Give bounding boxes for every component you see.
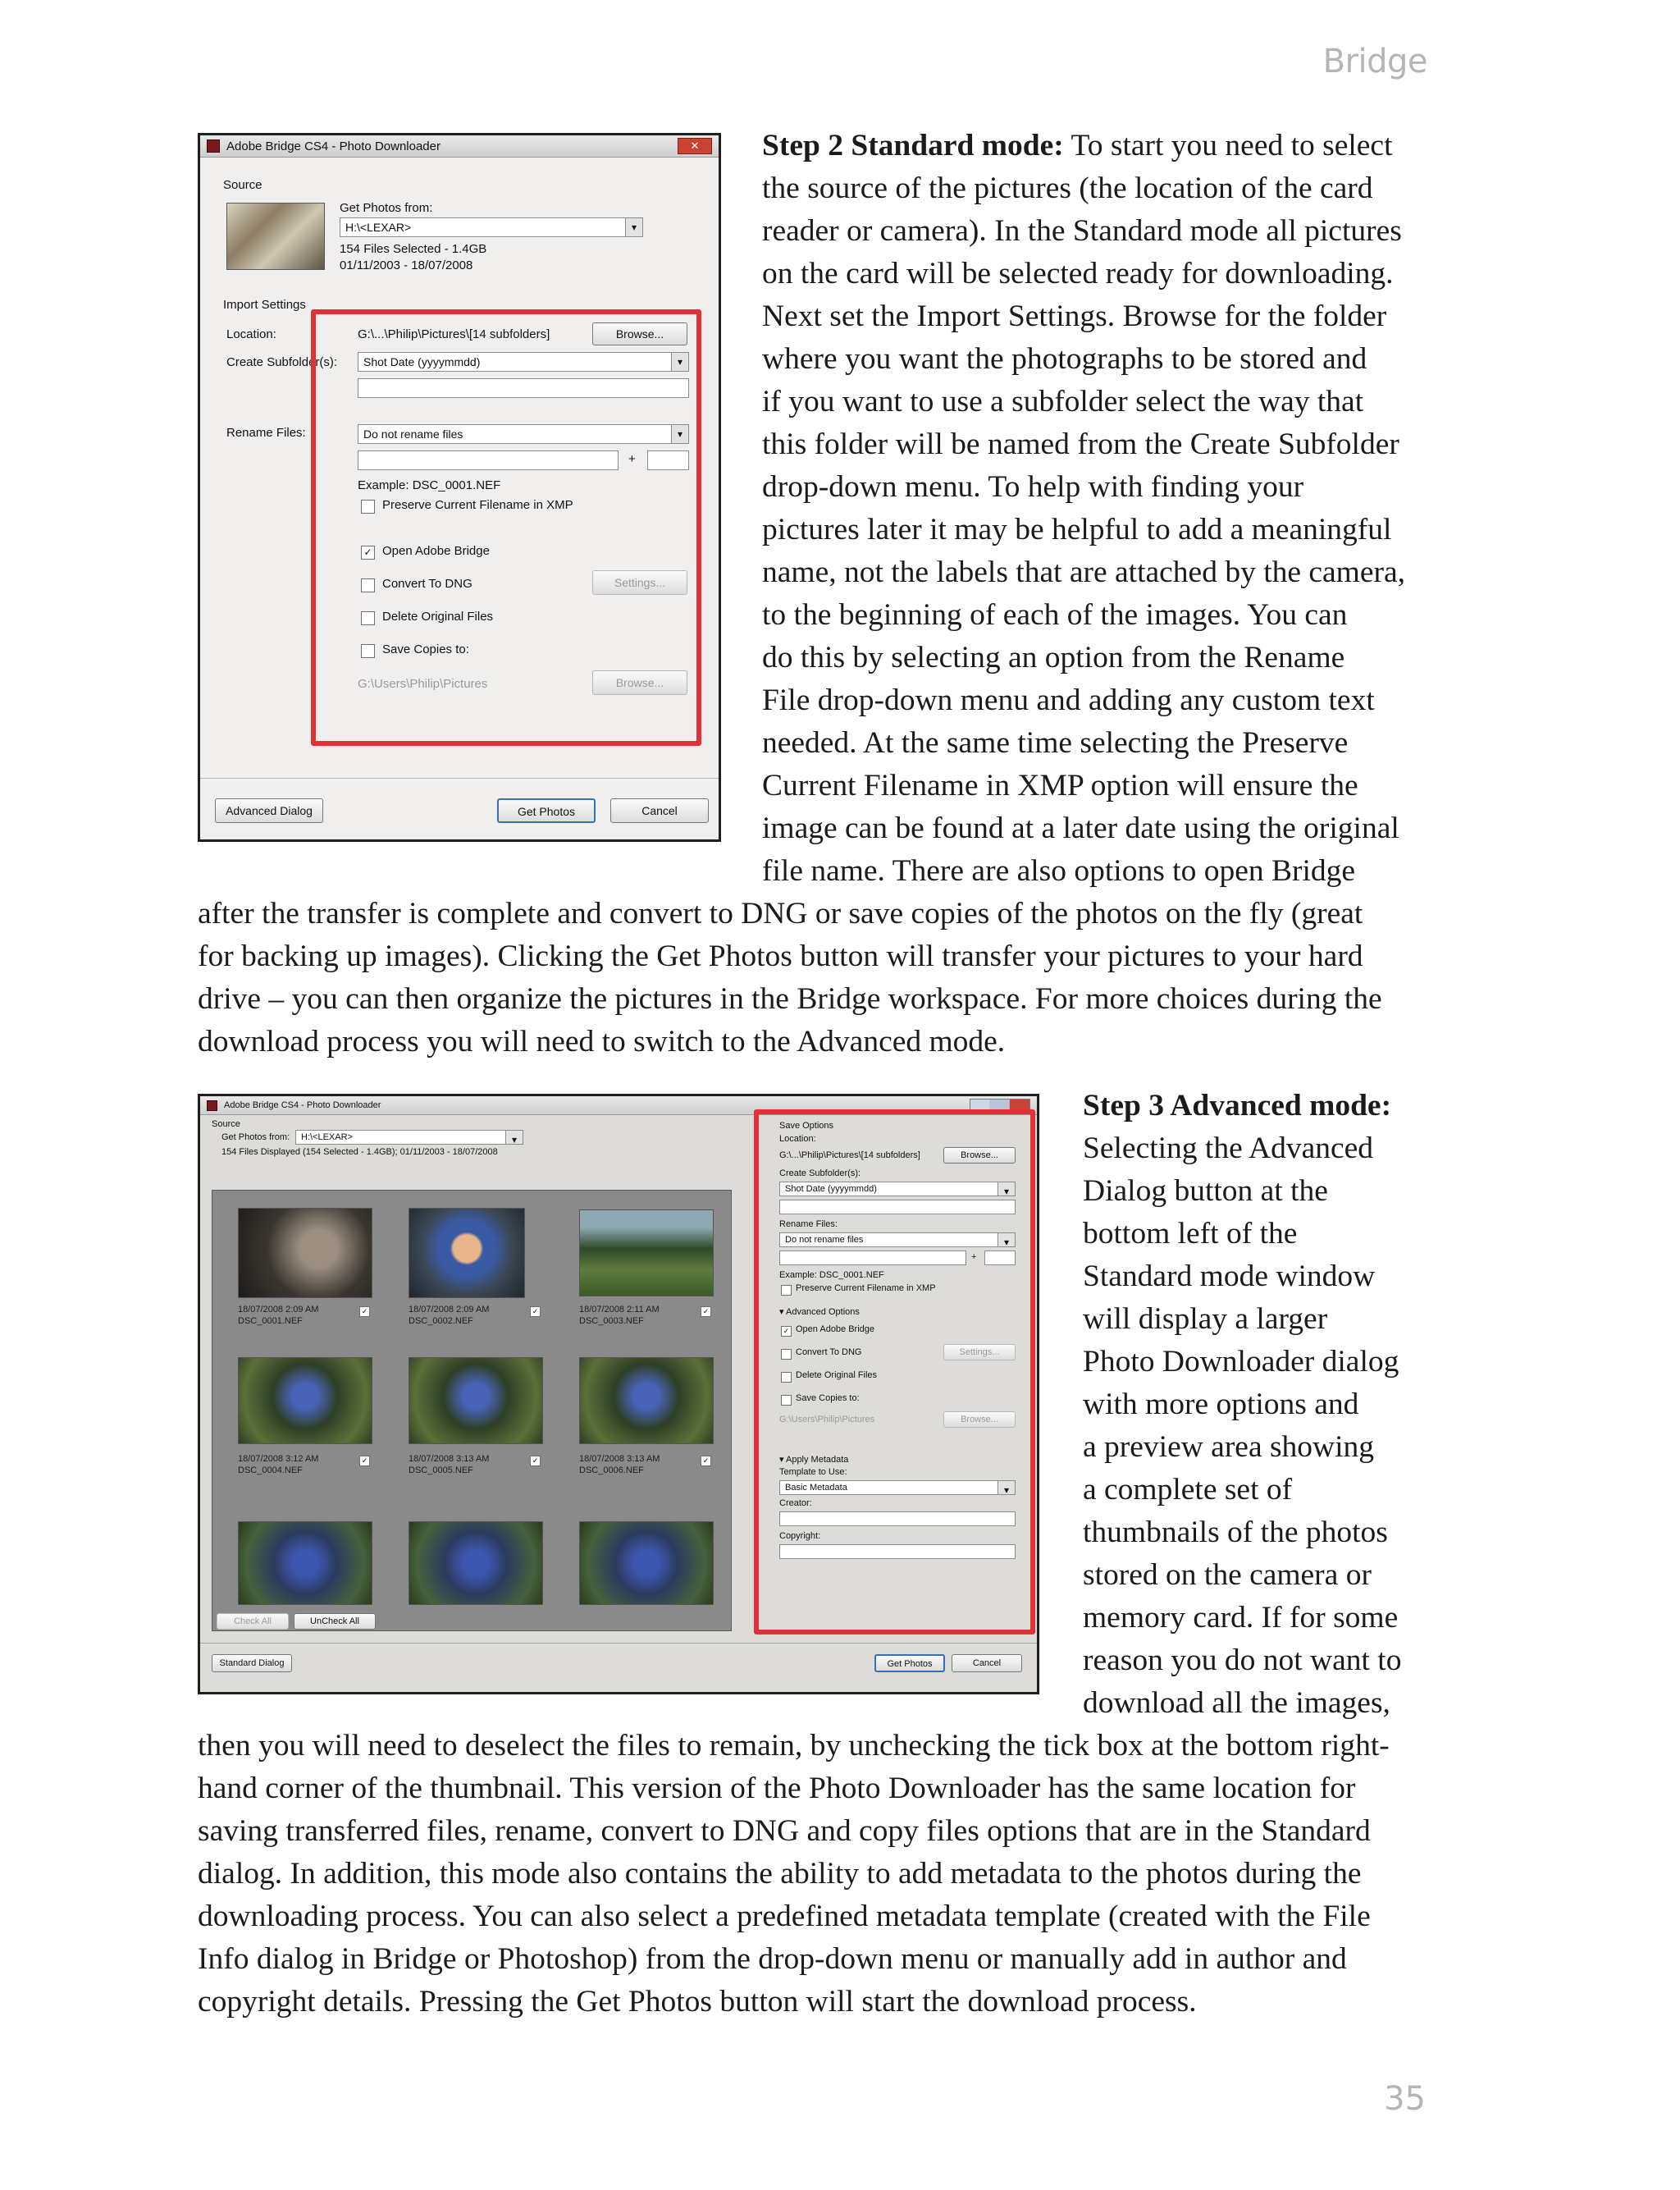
step3-line: downloading process. You can also select a predefined metadata template (created with the File bbox=[198, 1900, 1371, 1933]
step2-line: reader or camera). In the Standard mode all pictures bbox=[762, 214, 1402, 248]
step3-paragraph bbox=[1083, 1085, 1477, 1725]
copies-path: G:\Users\Philip\Pictures bbox=[358, 677, 488, 691]
bridge-app-icon bbox=[207, 139, 220, 153]
step3-line: will display a larger bbox=[1083, 1302, 1328, 1336]
thumbnail-date: 18/07/2008 3:13 AM bbox=[409, 1454, 490, 1464]
copies-path: G:\Users\Philip\Pictures bbox=[779, 1415, 875, 1424]
step2-line: File drop-down menu and adding any custom text bbox=[762, 684, 1375, 717]
copies-browse-button[interactable]: Browse... bbox=[592, 670, 687, 695]
step3-line: reason you do not want to bbox=[1083, 1644, 1402, 1677]
thumbnail-checkbox[interactable]: ✓ bbox=[359, 1456, 370, 1466]
creator-label: Creator: bbox=[779, 1498, 812, 1508]
plus-sign: + bbox=[971, 1252, 977, 1262]
step2-line: do this by selecting an option from the Rename bbox=[762, 641, 1345, 674]
thumbnail-image bbox=[579, 1209, 714, 1296]
files-selected-info: 154 Files Selected - 1.4GB bbox=[340, 242, 487, 256]
close-icon[interactable]: ✕ bbox=[678, 138, 712, 154]
page-number: 35 bbox=[1384, 2080, 1426, 2118]
step3-line: a complete set of bbox=[1083, 1473, 1293, 1506]
step2-paragraph-full-width bbox=[198, 893, 1477, 1063]
dialog-title: Adobe Bridge CS4 - Photo Downloader bbox=[224, 1100, 381, 1110]
open-bridge-label: Open Adobe Bridge bbox=[796, 1324, 875, 1334]
step2-line: for backing up images). Clicking the Get Photos button will transfer your pictures to your hard bbox=[198, 940, 1363, 973]
step3-paragraph-full-width bbox=[198, 1725, 1477, 2023]
rename-example: Example: DSC_0001.NEF bbox=[779, 1270, 884, 1280]
step2-line: name, not the labels that are attached by the camera, bbox=[762, 556, 1406, 589]
step2-line: file name. There are also options to open Bridge bbox=[762, 854, 1356, 888]
step3-line: Standard mode window bbox=[1083, 1260, 1376, 1293]
step2-line: after the transfer is complete and convert to DNG or save copies of the photos on the fly (great bbox=[198, 897, 1363, 930]
thumbnail-filename: DSC_0003.NEF bbox=[579, 1316, 644, 1326]
step3-line: download all the images, bbox=[1083, 1686, 1390, 1720]
browse-button[interactable]: Browse... bbox=[943, 1147, 1016, 1164]
convert-dng-label: Convert To DNG bbox=[796, 1347, 862, 1357]
get-photos-from-label: Get Photos from: bbox=[221, 1132, 290, 1142]
rename-dropdown[interactable]: Do not rename files ▾ bbox=[779, 1232, 1016, 1247]
thumbnail-image bbox=[238, 1357, 372, 1444]
step2-line: pictures later it may be helpful to add a meaningful bbox=[762, 513, 1392, 546]
source-preview-image bbox=[226, 203, 325, 270]
cancel-button[interactable]: Cancel bbox=[952, 1654, 1022, 1672]
dng-settings-button[interactable]: Settings... bbox=[592, 570, 687, 595]
dialog-title-bar bbox=[200, 135, 719, 158]
standard-dialog-button[interactable]: Standard Dialog bbox=[212, 1654, 292, 1672]
location-value: G:\...\Philip\Pictures\[14 subfolders] bbox=[358, 327, 550, 341]
save-copies-label: Save Copies to: bbox=[796, 1393, 860, 1403]
step2-line: image can be found at a later date using the original bbox=[762, 812, 1399, 845]
subfolder-dropdown[interactable]: Shot Date (yyyymmdd) ▾ bbox=[779, 1182, 1016, 1196]
step3-line: dialog. In addition, this mode also contains the ability to add metadata to the photos during the bbox=[198, 1857, 1362, 1891]
step2-line: the source of the pictures (the location of the card bbox=[762, 171, 1373, 205]
advanced-dialog-button[interactable]: Advanced Dialog bbox=[215, 798, 323, 823]
source-dropdown[interactable]: H:\<LEXAR> ▾ bbox=[295, 1130, 523, 1145]
preserve-filename-label: Preserve Current Filename in XMP bbox=[796, 1283, 936, 1293]
step3-title: Step 3 Advanced mode: bbox=[1083, 1089, 1392, 1122]
create-subfolder-label: Create Subfolder(s): bbox=[226, 355, 338, 369]
thumbnail-image bbox=[409, 1208, 525, 1298]
thumbnail-checkbox[interactable]: ✓ bbox=[701, 1456, 711, 1466]
subfolder-dropdown[interactable]: Shot Date (yyyymmdd) ▾ bbox=[358, 352, 689, 372]
step2-line: Next set the Import Settings. Browse for the folder bbox=[762, 299, 1387, 333]
thumbnail-image bbox=[409, 1521, 543, 1605]
thumbnail-filename: DSC_0006.NEF bbox=[579, 1465, 644, 1475]
thumbnail-checkbox[interactable]: ✓ bbox=[530, 1456, 541, 1466]
thumbnail-image bbox=[238, 1521, 372, 1605]
triangle-icon: ▾ bbox=[779, 1455, 784, 1465]
cancel-button[interactable]: Cancel bbox=[610, 798, 709, 823]
thumbnail-checkbox[interactable]: ✓ bbox=[359, 1306, 370, 1317]
step3-line: memory card. If for some bbox=[1083, 1601, 1399, 1634]
rename-example: Example: DSC_0001.NEF bbox=[358, 478, 501, 492]
thumbnail-filename: DSC_0001.NEF bbox=[238, 1316, 303, 1326]
step2-line: Current Filename in XMP option will ensure the bbox=[762, 769, 1358, 802]
save-copies-label: Save Copies to: bbox=[382, 642, 469, 656]
open-bridge-label: Open Adobe Bridge bbox=[382, 544, 490, 558]
step3-line: bottom left of the bbox=[1083, 1217, 1298, 1250]
step2-paragraph bbox=[762, 125, 1468, 893]
dng-settings-button[interactable]: Settings... bbox=[943, 1344, 1016, 1360]
open-bridge-checkbox[interactable]: ✓ bbox=[361, 546, 375, 560]
import-settings-label: Import Settings bbox=[223, 298, 306, 312]
thumbnail-filename: DSC_0004.NEF bbox=[238, 1465, 303, 1475]
step3-line: with more options and bbox=[1083, 1388, 1359, 1421]
thumbnail-image bbox=[409, 1357, 543, 1444]
location-label: Location: bbox=[779, 1134, 816, 1144]
step3-line: Dialog button at the bbox=[1083, 1174, 1328, 1208]
step3-line: stored on the camera or bbox=[1083, 1558, 1372, 1592]
running-header: Bridge bbox=[1322, 43, 1427, 80]
rename-files-label: Rename Files: bbox=[779, 1219, 838, 1229]
plus-sign: + bbox=[628, 452, 636, 466]
advanced-mode-dialog-screenshot bbox=[198, 1094, 1039, 1694]
thumbnail-checkbox[interactable]: ✓ bbox=[530, 1306, 541, 1317]
thumbnail-date: 18/07/2008 3:12 AM bbox=[238, 1454, 319, 1464]
thumbnail-image bbox=[579, 1521, 714, 1605]
triangle-icon: ▾ bbox=[779, 1307, 784, 1317]
thumbnail-image bbox=[238, 1208, 372, 1298]
source-label: Source bbox=[212, 1119, 240, 1129]
date-range-info: 01/11/2003 - 18/07/2008 bbox=[340, 258, 473, 272]
advanced-options-label[interactable]: ▾ Advanced Options bbox=[779, 1307, 860, 1317]
thumbnail-checkbox[interactable]: ✓ bbox=[701, 1306, 711, 1317]
step3-line: thumbnails of the photos bbox=[1083, 1516, 1388, 1549]
thumbnail-date: 18/07/2008 3:13 AM bbox=[579, 1454, 660, 1464]
step3-line: copyright details. Pressing the Get Photos button will start the download process. bbox=[198, 1985, 1197, 2019]
step2-line: drive – you can then organize the pictures in the Bridge workspace. For more choices during the bbox=[198, 982, 1382, 1016]
step2-line: on the card will be selected ready for downloading. bbox=[762, 257, 1394, 290]
thumbnail-date: 18/07/2008 2:09 AM bbox=[238, 1305, 319, 1314]
check-all-button[interactable]: Check All bbox=[217, 1613, 289, 1630]
thumbnail-date: 18/07/2008 2:11 AM bbox=[579, 1305, 660, 1314]
step3-line: saving transferred files, rename, convert to DNG and copy files options that are in the Standard bbox=[198, 1814, 1371, 1848]
delete-originals-label: Delete Original Files bbox=[382, 610, 494, 624]
step3-line: Info dialog in Bridge or Photoshop) from the drop-down menu or manually add in author and bbox=[198, 1942, 1347, 1976]
bridge-app-icon bbox=[207, 1100, 217, 1111]
browse-button[interactable]: Browse... bbox=[592, 322, 687, 345]
button-row-divider bbox=[200, 778, 719, 779]
create-subfolder-label: Create Subfolder(s): bbox=[779, 1168, 861, 1178]
step3-line: hand corner of the thumbnail. This version of the Photo Downloader has the same location for bbox=[198, 1772, 1356, 1805]
get-photos-button[interactable]: Get Photos bbox=[874, 1654, 945, 1672]
dialog-title: Adobe Bridge CS4 - Photo Downloader bbox=[226, 139, 441, 153]
step2-title: Step 2 Standard mode: bbox=[762, 129, 1064, 162]
step3-line: a preview area showing bbox=[1083, 1430, 1375, 1464]
save-options-highlight bbox=[754, 1109, 1035, 1634]
save-options-label: Save Options bbox=[779, 1121, 834, 1131]
get-photos-from-label: Get Photos from: bbox=[340, 201, 433, 215]
copyright-label: Copyright: bbox=[779, 1531, 821, 1541]
step2-line: drop-down menu. To help with finding your bbox=[762, 470, 1304, 504]
template-dropdown[interactable]: Basic Metadata ▾ bbox=[779, 1480, 1016, 1495]
source-dropdown[interactable]: H:\<LEXAR> ▾ bbox=[340, 217, 643, 237]
step3-line: then you will need to deselect the files to remain, by unchecking the tick box at the bottom right- bbox=[198, 1729, 1390, 1763]
convert-dng-label: Convert To DNG bbox=[382, 577, 472, 591]
rename-files-label: Rename Files: bbox=[226, 426, 306, 440]
source-label: Source bbox=[223, 178, 262, 192]
step3-line: Selecting the Advanced bbox=[1083, 1132, 1374, 1165]
step3-line: Photo Downloader dialog bbox=[1083, 1345, 1399, 1378]
thumbnail-image bbox=[579, 1357, 714, 1444]
step2-line: where you want the photographs to be stored and bbox=[762, 342, 1367, 376]
step2-line: needed. At the same time selecting the Preserve bbox=[762, 726, 1349, 760]
copies-browse-button[interactable]: Browse... bbox=[943, 1411, 1016, 1428]
step2-line: this folder will be named from the Create Subfolder bbox=[762, 427, 1399, 461]
step2-line: to the beginning of each of the images. You can bbox=[762, 598, 1348, 632]
files-displayed-info: 154 Files Displayed (154 Selected - 1.4GB); 01/11/2003 - 18/07/2008 bbox=[221, 1147, 498, 1157]
step2-line: if you want to use a subfolder select the way that bbox=[762, 385, 1364, 418]
thumbnail-filename: DSC_0005.NEF bbox=[409, 1465, 473, 1475]
button-row-divider bbox=[200, 1643, 1037, 1644]
template-label: Template to Use: bbox=[779, 1467, 847, 1477]
uncheck-all-button[interactable]: UnCheck All bbox=[294, 1613, 376, 1630]
thumbnail-filename: DSC_0002.NEF bbox=[409, 1316, 473, 1326]
location-value: G:\...\Philip\Pictures\[14 subfolders] bbox=[779, 1150, 920, 1160]
standard-mode-dialog-screenshot bbox=[198, 133, 721, 842]
apply-metadata-label[interactable]: ▾ Apply Metadata bbox=[779, 1455, 849, 1465]
get-photos-button[interactable]: Get Photos bbox=[497, 798, 596, 823]
delete-originals-label: Delete Original Files bbox=[796, 1370, 878, 1380]
step2-line-1: Step 2 Standard mode: To start you need to select bbox=[762, 129, 1393, 162]
thumbnail-date: 18/07/2008 2:09 AM bbox=[409, 1305, 490, 1314]
rename-dropdown[interactable]: Do not rename files ▾ bbox=[358, 424, 689, 444]
preserve-filename-label: Preserve Current Filename in XMP bbox=[382, 498, 573, 512]
step2-line: download process you will need to switch to the Advanced mode. bbox=[198, 1025, 1006, 1058]
import-settings-highlight bbox=[311, 309, 701, 746]
open-bridge-checkbox[interactable]: ✓ bbox=[781, 1326, 792, 1337]
location-label: Location: bbox=[226, 327, 276, 341]
